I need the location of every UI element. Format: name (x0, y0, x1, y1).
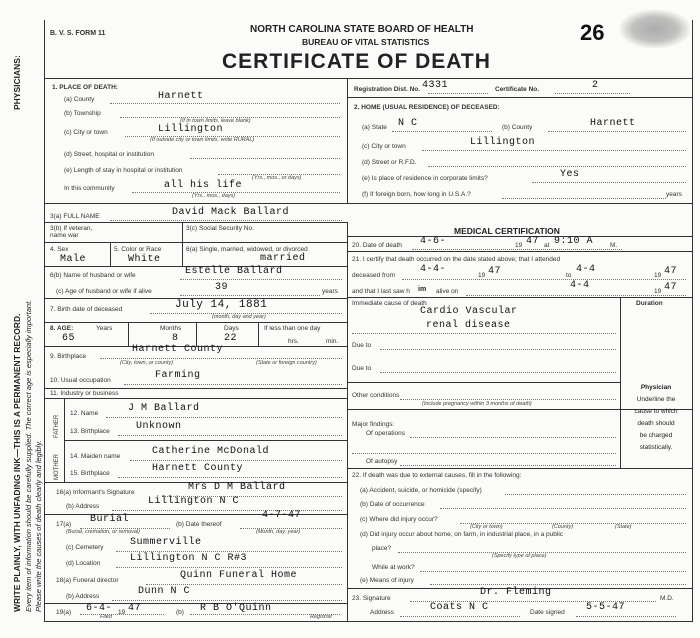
external-means-label: (e) Means of injury (360, 577, 414, 584)
residence-heading: 2. HOME (USUAL RESIDENCE) OF DECEASED: (354, 104, 500, 111)
registration-dist-value: 4331 (422, 80, 449, 91)
birthplace-value: Harnett County (132, 344, 224, 355)
burial-type-label: 17(a) (56, 521, 72, 528)
attended-from-year-prefix: 19 (478, 272, 486, 279)
place-community-note: (Yrs., mos., days) (192, 193, 236, 199)
date-signed-label: Date signed (530, 609, 565, 616)
filed-year-prefix: 19 (118, 609, 126, 616)
mother-birthplace-value: Harnett County (152, 463, 244, 474)
birth-date-note: (month, day and year) (212, 314, 266, 320)
burial-date-label: (b) Date thereof (176, 521, 222, 528)
physician-signature-value: Dr. Fleming (480, 587, 552, 598)
place-city-note: (If outside city or town limits, write RURAL) (150, 137, 255, 143)
occupation-value: Farming (155, 370, 201, 381)
burial-date-value: 4-7-47 (262, 510, 302, 521)
time-of-death-value: 9:10 A (554, 236, 594, 247)
last-saw-label: and that I last saw h (352, 288, 410, 295)
registrar-label: (b) (176, 609, 184, 616)
age-months-label: Months (160, 325, 182, 332)
external-c-note-2: (County) (552, 524, 574, 530)
physician-box-line: Underline the (636, 396, 676, 403)
marital-value: married (260, 253, 306, 264)
autopsy-label: Of autopsy (366, 458, 398, 465)
date-of-death-year: 47 (526, 236, 540, 247)
physician-box-line: statistically. (639, 444, 673, 451)
external-work-label: While at work? (372, 564, 415, 571)
spouse-age-value: 39 (215, 282, 229, 293)
mother-birthplace-label: 15. Birthplace (70, 470, 110, 477)
race-label: 5. Color or Race (114, 246, 162, 253)
informant-address-value: Lillington N C (148, 496, 240, 507)
place-city-label: (c) City or town (64, 129, 108, 136)
place-community-label: In this community (64, 185, 115, 192)
location-value: Lillington N C R#3 (130, 553, 248, 564)
alive-on-value: 4-4 (570, 280, 590, 291)
external-c-label: (c) Where did injury occur? (360, 516, 438, 523)
spouse-value: Estelle Ballard (185, 266, 283, 277)
funeral-director-label: 18(a) Funeral director (56, 577, 119, 584)
physician-box-title: Physician (640, 384, 672, 391)
certify-text: 21. I certify that death occurred on the date stated above; that I attended (352, 256, 561, 263)
residence-state-value: N C (398, 118, 418, 129)
external-c-note-3: (State) (615, 524, 632, 530)
residence-limits-value: Yes (560, 169, 580, 180)
registrar-note: Registrar (310, 614, 333, 620)
birthplace-note-2: (State or foreign country) (256, 360, 317, 366)
time-suffix: M. (610, 242, 618, 249)
age-months-value: 8 (172, 333, 179, 344)
residence-county-label: (b) County (502, 124, 533, 131)
external-d-label: (d) Did injury occur about home, on farm, in industrial place, in a public (360, 531, 564, 538)
place-city-value: Lillington (158, 124, 224, 135)
father-side-label: FATHER (54, 414, 60, 438)
other-conditions-note: (Include pregnancy within 3 months of death) (422, 401, 532, 407)
marital-label: 6(a) Single, married, widowed, or divorced (186, 246, 308, 253)
place-township-note: (If in town limits, leave blank) (180, 118, 251, 124)
birthplace-label: 9. Birthplace (50, 353, 87, 360)
stamp-number: 26 (580, 20, 605, 45)
industry-label: 11. Industry or business (50, 390, 119, 397)
informant-address-label: (b) Address (66, 503, 100, 510)
due-to-1-label: Due to (352, 342, 372, 349)
external-d-label-2: place? (372, 545, 392, 552)
form-number: B. V. S. FORM 11 (50, 30, 106, 37)
date-of-death-value: 4-6- (420, 236, 447, 247)
major-findings-label: Major findings: (352, 421, 395, 428)
attended-from-value: 4-4- (420, 264, 447, 275)
duration-label: Duration (636, 300, 663, 307)
place-community-value: all his life (164, 180, 243, 191)
registration-dist-label: Registration Dist. No. (354, 86, 421, 93)
cemetery-label: (c) Cemetery (66, 544, 104, 551)
funeral-director-address-label: (b) Address (66, 593, 100, 600)
residence-state-label: (a) State (362, 124, 387, 131)
due-to-2-label: Due to (352, 365, 372, 372)
informant-signature-label: 16(a) Informant's Signature (56, 489, 135, 496)
spouse-label: 6(b) Name of husband or wife (50, 272, 136, 279)
margin-instruction: WRITE PLAINLY, WITH UNFADING INK—THIS IS A PERMANENT RECORD. (12, 313, 22, 612)
board-name: NORTH CAROLINA STATE BOARD OF HEALTH (250, 24, 474, 35)
residence-city-value: Lillington (470, 137, 536, 148)
physician-instruction-box (622, 382, 690, 454)
father-name-value: J M Ballard (128, 403, 200, 414)
attended-to-year-prefix: 19 (654, 272, 662, 279)
physician-signature-label: 23. Signature (352, 595, 391, 602)
father-name-label: 12. Name (70, 410, 99, 417)
burial-date-note: (Month, day, year) (256, 529, 301, 535)
attended-to-label: to (566, 272, 572, 279)
physician-address-label: Address (370, 609, 394, 616)
spouse-age-years: years (322, 288, 338, 295)
physician-address-value: Coats N C (430, 602, 489, 613)
residence-foreign-label: (f) If foreign born, how long in U.S.A.? (362, 191, 471, 198)
burial-type-value: Burial (90, 514, 130, 525)
alive-on-label: alive on (436, 288, 459, 295)
burial-type-note: (Burial, cremation, or removal) (66, 529, 140, 535)
cause-line-1: Cardio Vascular (420, 306, 518, 317)
external-c-note: (City or town) (470, 524, 503, 530)
birth-date-value: July 14, 1881 (175, 299, 268, 311)
last-saw-him: im (418, 286, 427, 293)
margin-physicians: PHYSICIANS: (12, 55, 22, 110)
sex-label: 4. Sex (50, 246, 69, 253)
physician-box-line: death should (637, 420, 675, 427)
residence-street-label: (d) Street or R.F.D. (362, 159, 417, 166)
date-of-death-label: 20. Date of death (352, 242, 402, 249)
external-causes-heading: 22. If death was due to external causes, fill in the following: (352, 472, 522, 479)
funeral-director-value: Quinn Funeral Home (180, 570, 298, 581)
filed-year: 47 (128, 603, 142, 614)
mother-maiden-label: 14. Maiden name (70, 453, 121, 460)
age-years-value: 65 (62, 333, 76, 344)
time-at-label: at (544, 242, 550, 249)
birthplace-note: (City, town, or county) (120, 360, 174, 366)
physician-box-line: be charged (639, 432, 673, 439)
cause-line-2: renal disease (426, 320, 511, 331)
residence-county-value: Harnett (590, 118, 636, 129)
date-signed-value: 5-5-47 (586, 602, 626, 613)
certificate-no-label: Certificate No. (495, 86, 540, 93)
spouse-age-label: (c) Age of husband or wife if alive (56, 288, 152, 295)
place-street-label: (d) Street, hospital or institution (64, 151, 154, 158)
immediate-cause-label: Immediate cause of death (352, 300, 427, 307)
cemetery-value: Summerville (130, 537, 202, 548)
attended-from-year: 47 (488, 266, 502, 277)
age-years-label: Years (96, 325, 113, 332)
ssn-label: 3(c) Social Security No. (186, 225, 254, 232)
physician-box-line: cause to which (634, 408, 678, 415)
father-birthplace-label: 13. Birthplace (70, 428, 110, 435)
age-hrs-label: hrs. (288, 338, 299, 345)
informant-signature-value: Mrs D M Ballard (188, 482, 286, 493)
mother-side-label: MOTHER (54, 454, 60, 480)
place-heading: 1. PLACE OF DEATH: (52, 84, 118, 91)
margin-instruction-3: Please write the causes of death clearly and legibly. (34, 440, 43, 612)
alive-on-year: 47 (664, 282, 678, 293)
funeral-director-address-value: Dunn N C (138, 586, 191, 597)
age-days-label: Days (224, 325, 239, 332)
external-d-note: (Specify type of place) (492, 553, 547, 559)
external-a-label: (a) Accident, suicide, or homicide (specify) (360, 487, 482, 494)
page-title: CERTIFICATE OF DEATH (222, 50, 491, 73)
certificate-no-value: 2 (592, 80, 599, 91)
place-county-label: (a) County (64, 96, 95, 103)
location-label: (d) Location (66, 560, 101, 567)
external-b-label: (b) Date of occurrence (360, 501, 425, 508)
filed-note: Filed (100, 614, 112, 620)
attended-to-value: 4-4 (576, 264, 596, 275)
place-county-value: Harnett (158, 91, 204, 102)
medical-heading: MEDICAL CERTIFICATION (454, 226, 560, 236)
other-conditions-label: Other conditions (352, 392, 400, 399)
age-min-label: min. (326, 338, 339, 345)
alive-on-year-prefix: 19 (654, 288, 662, 295)
residence-foreign-years: years (666, 191, 682, 198)
deceased-from-label: deceased from (352, 272, 395, 279)
mother-maiden-value: Catherine McDonald (152, 446, 270, 457)
date-of-death-year-prefix: 19 (515, 242, 523, 249)
residence-city-label: (c) City or town (362, 143, 406, 150)
physician-md: M.D. (660, 595, 674, 602)
residence-limits-label: (e) Is place of residence in corporate limits? (362, 175, 488, 182)
sex-value: Male (60, 254, 87, 265)
place-stay-label: (e) Length of stay in hospital or institution (64, 167, 183, 174)
filed-label: 19(a) (56, 609, 72, 616)
birth-date-label: 7. Birth date of deceased (50, 306, 123, 313)
age-label: 8. AGE: (50, 325, 74, 332)
full-name-label: 3(a) FULL NAME (50, 213, 100, 220)
place-township-label: (b) Township (64, 110, 101, 117)
full-name-value: David Mack Ballard (172, 207, 290, 218)
veteran-label: 3(b) If veteran, name war (50, 225, 93, 239)
margin-instruction-2: Every item of information should be carefully supplied. The correct age is especially important. (24, 299, 33, 612)
ink-stamp (620, 10, 690, 48)
age-less-label: If less than one day (264, 325, 321, 332)
registrar-value: R B O'Quinn (200, 603, 272, 614)
place-stay-note: (Yrs., mos., or days) (252, 175, 302, 181)
filed-value: 6-4- (86, 603, 113, 614)
father-birthplace-value: Unknown (136, 421, 182, 432)
occupation-label: 10. Usual occupation (50, 377, 111, 384)
attended-to-year: 47 (664, 266, 678, 277)
operations-label: Of operations (366, 430, 406, 437)
race-value: White (128, 254, 161, 265)
age-days-value: 22 (224, 333, 238, 344)
bureau-name: BUREAU OF VITAL STATISTICS (302, 37, 430, 47)
